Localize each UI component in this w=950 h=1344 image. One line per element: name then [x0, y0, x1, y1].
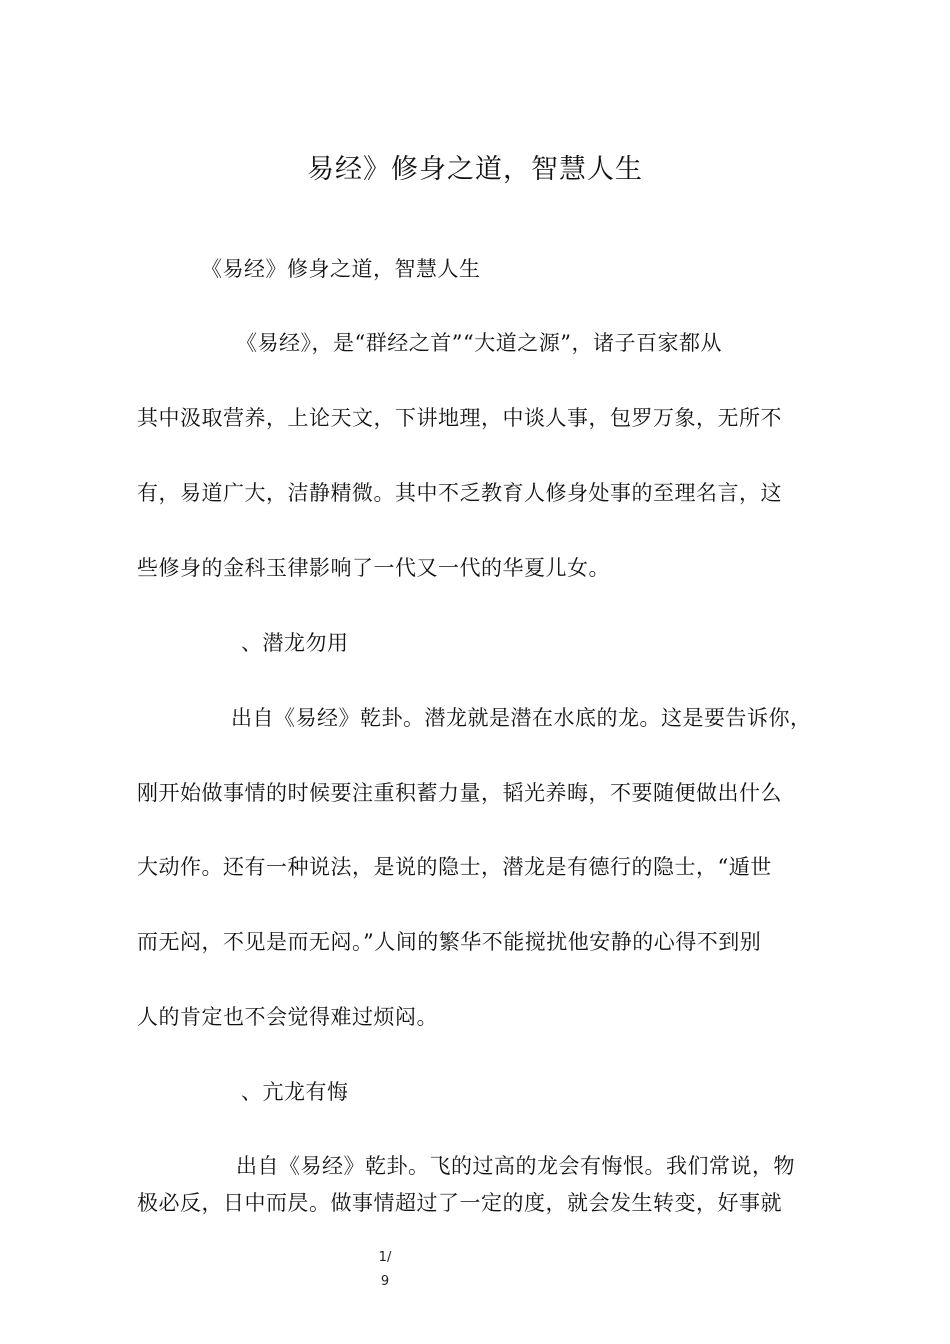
- document-title: 易经》修身之道，智慧人生: [307, 154, 643, 185]
- intro-line: 有，易道广大，洁静精微。其中不乏教育人修身处事的至理名言，这: [137, 481, 782, 505]
- document-subtitle: 《易经》修身之道，智慧人生: [201, 257, 481, 281]
- intro-line: 其中汲取营养，上论天文，下讲地理，中谈人事，包罗万象，无所不: [137, 406, 782, 430]
- paragraph-line: 极必反，日中而昃。做事情超过了一定的度，就会发生转变，好事就: [137, 1191, 782, 1215]
- paragraph-line: 大动作。还有一种说法，是说的隐士，潜龙是有德行的隐士，“遁世: [137, 855, 772, 879]
- intro-line: 《易经》，是“群经之首”“大道之源”，诸子百家都从: [236, 331, 722, 355]
- paragraph-line: 刚开始做事情的时候要注重积蓄力量，韬光养晦，不要随便做出什么: [137, 781, 782, 805]
- paragraph-line: 出自《易经》乾卦。潜龙就是潜在水底的龙。这是要告诉你，: [231, 706, 812, 730]
- page-number-top: 1/: [378, 1250, 392, 1265]
- paragraph-line: 出自《易经》乾卦。飞的过高的龙会有悔恨。我们常说，物: [236, 1154, 795, 1178]
- paragraph-line: 人的肯定也不会觉得难过烦闷。: [137, 1005, 438, 1029]
- page-number-bottom: 9: [380, 1274, 390, 1289]
- paragraph-line: 而无闷，不见是而无闷。”人间的繁华不能搅扰他安静的心得不到别: [137, 930, 762, 954]
- section-heading-kanglong: 、亢龙有悔: [241, 1080, 349, 1104]
- section-heading-qianlong: 、潜龙勿用: [241, 631, 349, 655]
- intro-line: 些修身的金科玉律影响了一代又一代的华夏儿女。: [137, 556, 610, 580]
